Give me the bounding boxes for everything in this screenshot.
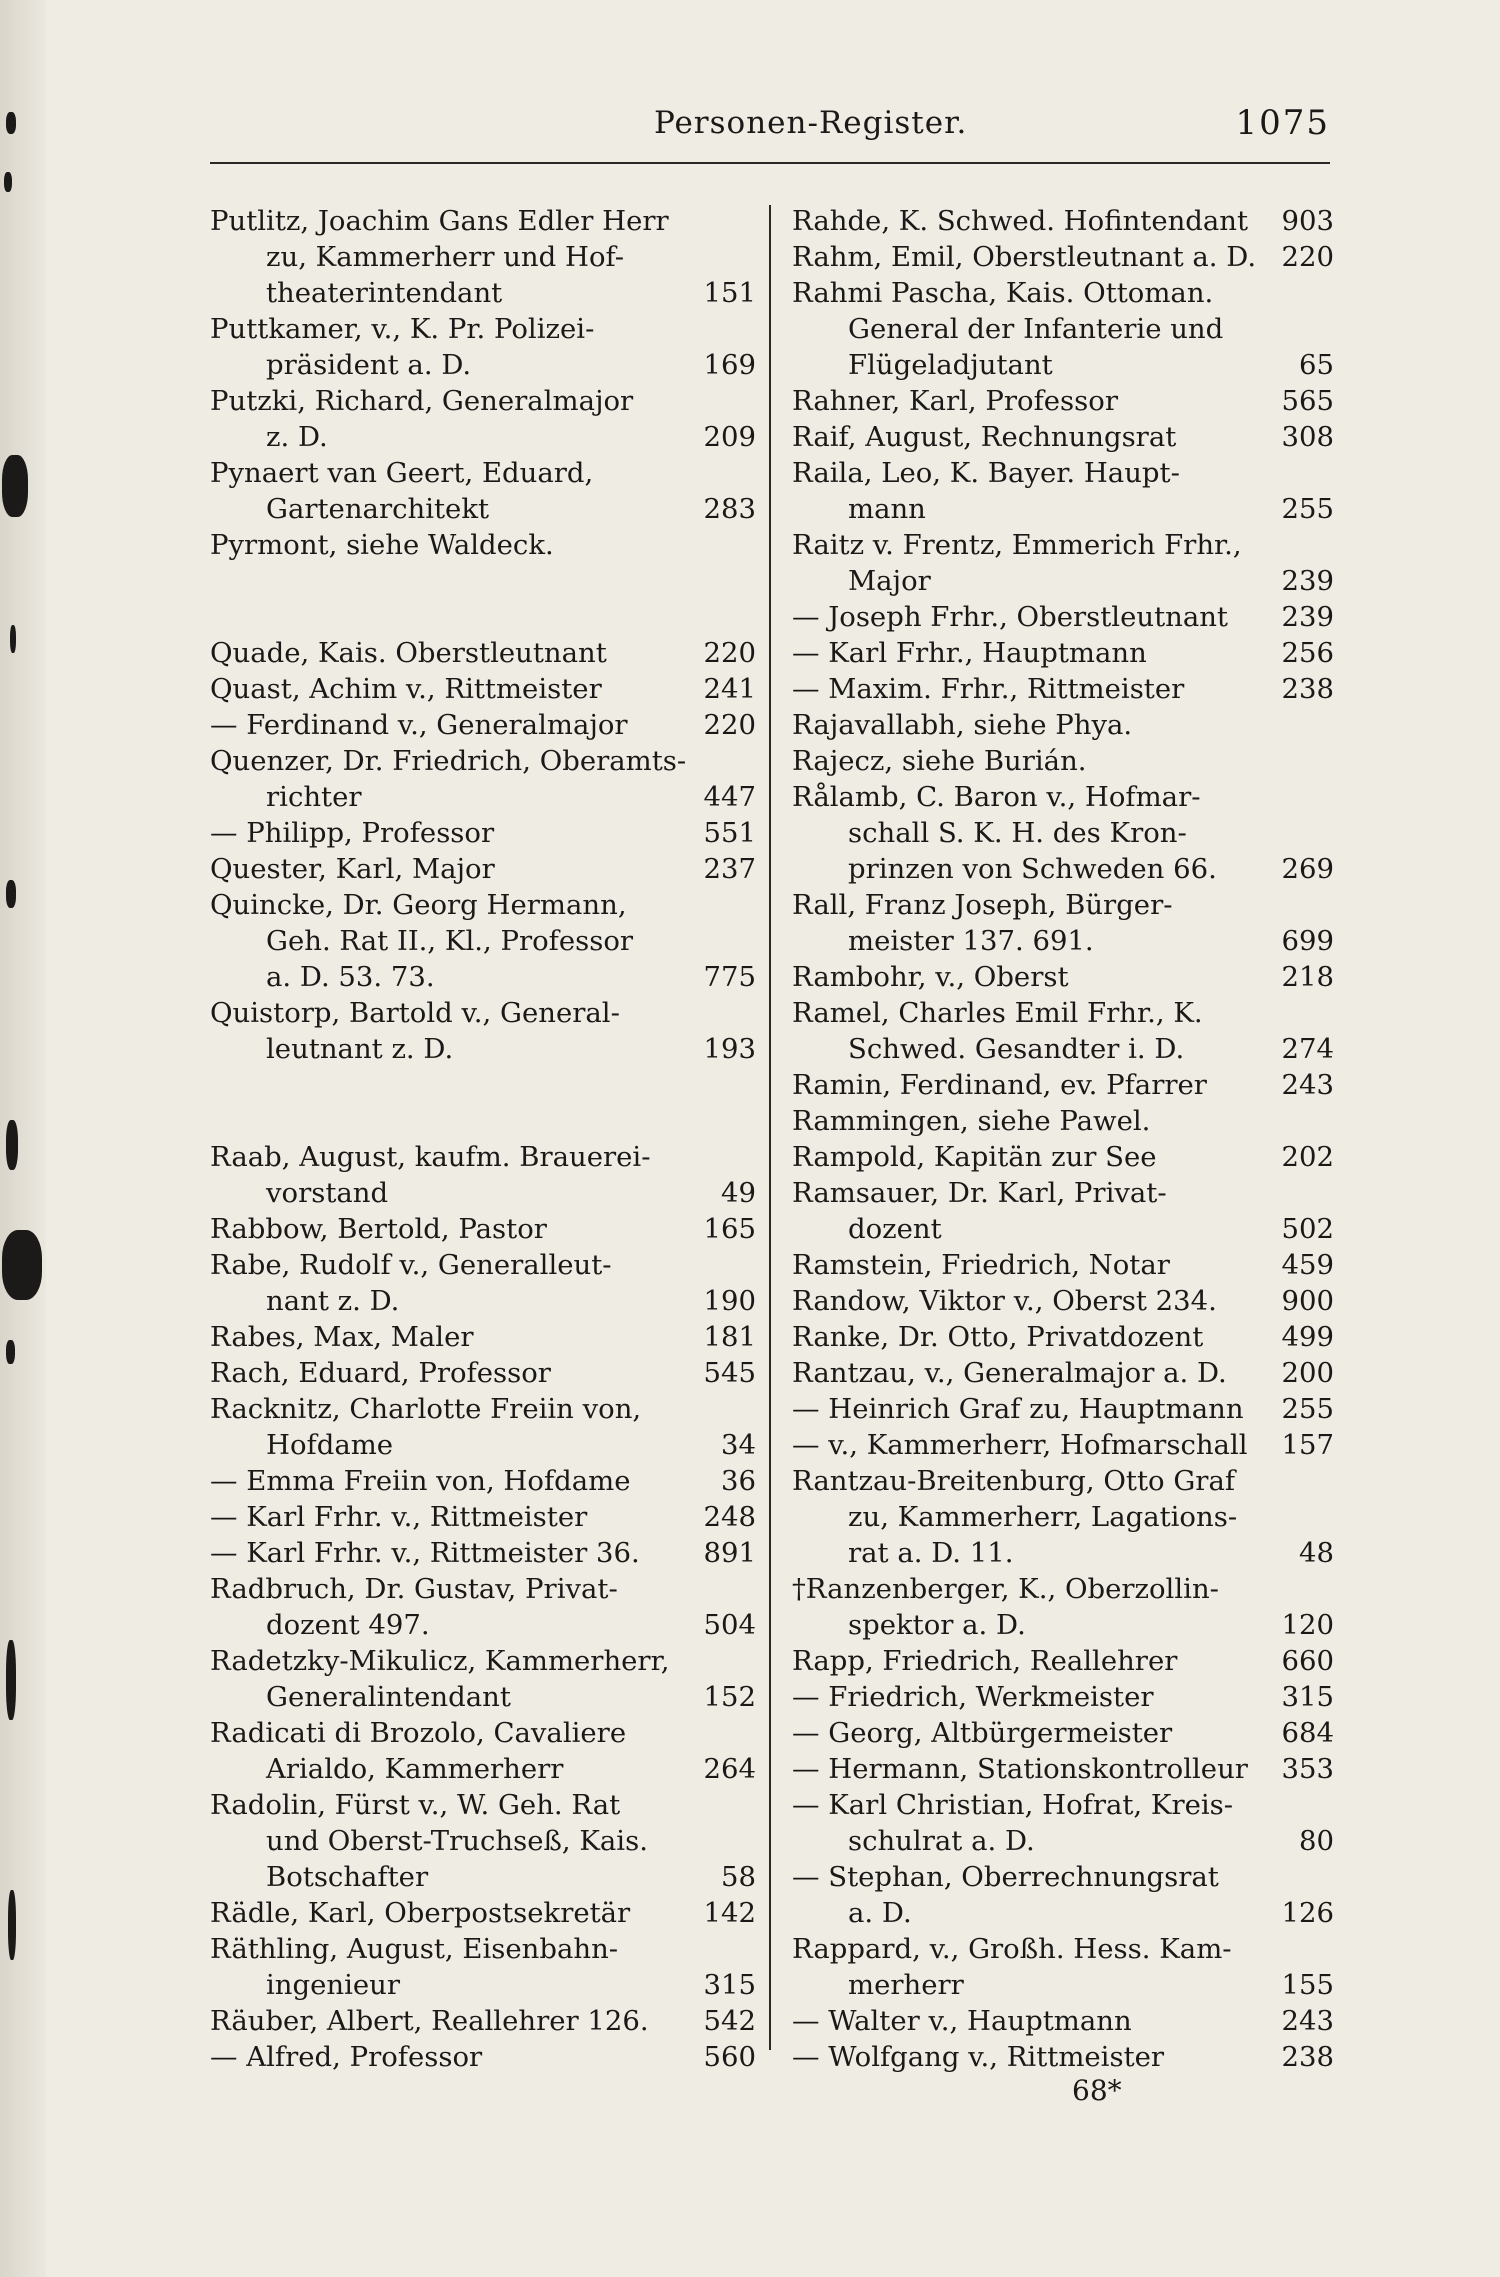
page-reference: 255 — [1281, 493, 1334, 525]
entry-name: Rahner, Karl, Professor — [792, 385, 1118, 417]
page-reference: 200 — [1281, 1357, 1334, 1389]
page-reference: 353 — [1281, 1753, 1334, 1785]
entry-continuation: zu, Kammerherr, Lagations- — [848, 1501, 1238, 1533]
page-reference: 447 — [703, 781, 756, 813]
register-entry — [210, 743, 756, 815]
page-reference: 241 — [703, 673, 756, 705]
register-entry — [210, 635, 756, 671]
entry-continuation: Generalintendant — [266, 1681, 511, 1713]
register-entry — [210, 1571, 756, 1643]
entry-continuation: Schwed. Gesandter i. D. — [848, 1033, 1185, 1065]
page-reference: 542 — [703, 2005, 756, 2037]
page-reference: 900 — [1281, 1285, 1334, 1317]
register-entry — [210, 1355, 756, 1391]
register-entry — [792, 1463, 1334, 1571]
page-reference: 152 — [703, 1681, 756, 1713]
register-entry — [210, 1895, 756, 1931]
page-reference: 308 — [1281, 421, 1334, 453]
page-reference: 202 — [1281, 1141, 1334, 1173]
entry-name: — Karl Frhr. v., Rittmeister — [210, 1501, 588, 1533]
entry-name: — Heinrich Graf zu, Hauptmann — [792, 1393, 1244, 1425]
register-entry — [792, 419, 1334, 455]
entry-name: — Stephan, Oberrechnungsrat — [792, 1861, 1219, 1893]
entry-name: Putzki, Richard, Generalmajor — [210, 385, 634, 417]
entry-name: — Karl Frhr. v., Rittmeister 36. — [210, 1537, 640, 1569]
page-reference: 209 — [703, 421, 756, 453]
entry-name: Rach, Eduard, Professor — [210, 1357, 551, 1389]
entry-name: Ramin, Ferdinand, ev. Pfarrer — [792, 1069, 1207, 1101]
page-reference: 255 — [1281, 1393, 1334, 1425]
entry-name: — Joseph Frhr., Oberstleutnant — [792, 601, 1228, 633]
register-entry — [792, 1787, 1334, 1859]
entry-name: — v., Kammerherr, Hofmarschall — [792, 1429, 1248, 1461]
page-reference: 65 — [1299, 349, 1334, 381]
register-entry — [210, 383, 756, 455]
page-reference: 157 — [1281, 1429, 1334, 1461]
entry-name: — Emma Freiin von, Hofdame — [210, 1465, 631, 1497]
entry-continuation: Flügeladjutant — [848, 349, 1053, 381]
register-entry — [210, 1211, 756, 1247]
page-reference: 499 — [1281, 1321, 1334, 1353]
register-entry — [210, 2003, 756, 2039]
entry-continuation: mann — [848, 493, 926, 525]
register-entry — [210, 2039, 756, 2075]
register-entry — [210, 995, 756, 1067]
entry-name: — Friedrich, Werkmeister — [792, 1681, 1154, 1713]
register-entry — [210, 455, 756, 527]
entry-name: Radetzky-Mikulicz, Kammerherr, — [210, 1645, 670, 1677]
register-entry — [210, 707, 756, 743]
register-entry — [792, 1247, 1334, 1283]
scan-speck — [6, 1640, 16, 1720]
scan-speck — [8, 1890, 16, 1960]
entry-name: Räthling, August, Eisenbahn- — [210, 1933, 619, 1965]
page-reference: 459 — [1281, 1249, 1334, 1281]
page-reference: 243 — [1281, 1069, 1334, 1101]
page-reference: 237 — [703, 853, 756, 885]
entry-name: Rajecz, siehe Burián. — [792, 745, 1087, 777]
register-entry — [792, 779, 1334, 887]
entry-name: Quincke, Dr. Georg Hermann, — [210, 889, 627, 921]
entry-name: Puttkamer, v., K. Pr. Polizei- — [210, 313, 595, 345]
entry-continuation: prinzen von Schweden 66. — [848, 853, 1217, 885]
entry-name: Quast, Achim v., Rittmeister — [210, 673, 602, 705]
register-entry — [210, 815, 756, 851]
entry-name: — Karl Frhr., Hauptmann — [792, 637, 1147, 669]
register-entry — [792, 203, 1334, 239]
entry-name: Rahm, Emil, Oberstleutnant a. D. — [792, 241, 1257, 273]
entry-name: Rabe, Rudolf v., Generalleut- — [210, 1249, 612, 1281]
page-reference: 699 — [1281, 925, 1334, 957]
register-entry — [792, 1859, 1334, 1931]
page-reference: 238 — [1281, 673, 1334, 705]
page-reference: 190 — [703, 1285, 756, 1317]
register-entry — [210, 1787, 756, 1895]
scan-speck — [2, 455, 28, 517]
entry-name: Radicati di Brozolo, Cavaliere — [210, 1717, 627, 1749]
register-entry — [210, 851, 756, 887]
register-entry — [210, 671, 756, 707]
register-entry — [210, 1247, 756, 1319]
scan-speck — [6, 880, 16, 908]
entry-name: Rantzau-Breitenburg, Otto Graf — [792, 1465, 1236, 1497]
entry-name: Rålamb, C. Baron v., Hofmar- — [792, 781, 1201, 813]
page-reference: 264 — [703, 1753, 756, 1785]
page-reference: 193 — [703, 1033, 756, 1065]
section-gap — [210, 563, 756, 635]
entry-name: — Karl Christian, Hofrat, Kreis- — [792, 1789, 1234, 1821]
entry-name: Ramstein, Friedrich, Notar — [792, 1249, 1170, 1281]
page-reference: 239 — [1281, 565, 1334, 597]
entry-name: Rantzau, v., Generalmajor a. D. — [792, 1357, 1227, 1389]
header-rule — [210, 162, 1330, 164]
entry-continuation: Major — [848, 565, 931, 597]
page-reference: 120 — [1281, 1609, 1334, 1641]
page-reference: 903 — [1281, 205, 1334, 237]
entry-continuation: rat a. D. 11. — [848, 1537, 1014, 1569]
register-entry — [792, 635, 1334, 671]
page-reference: 269 — [1281, 853, 1334, 885]
entry-name: Ramsauer, Dr. Karl, Privat- — [792, 1177, 1167, 1209]
entry-name: Radbruch, Dr. Gustav, Privat- — [210, 1573, 618, 1605]
register-entry — [210, 1715, 756, 1787]
scan-speck — [6, 112, 16, 134]
entry-continuation: Hofdame — [266, 1429, 394, 1461]
page-reference: 660 — [1281, 1645, 1334, 1677]
register-entry — [210, 1463, 756, 1499]
register-entry — [792, 2039, 1334, 2075]
register-entry — [792, 1571, 1334, 1643]
register-entry — [792, 1679, 1334, 1715]
entry-name: Raila, Leo, K. Bayer. Haupt- — [792, 457, 1180, 489]
page-reference: 220 — [1281, 241, 1334, 273]
page-reference: 142 — [703, 1897, 756, 1929]
running-title: Personen-Register. — [654, 105, 968, 141]
register-entry — [792, 1103, 1334, 1139]
entry-name: Racknitz, Charlotte Freiin von, — [210, 1393, 642, 1425]
scan-speck — [6, 1120, 18, 1170]
page-reference: 218 — [1281, 961, 1334, 993]
register-entry — [792, 1175, 1334, 1247]
register-entry — [792, 1139, 1334, 1175]
entry-name: Rampold, Kapitän zur See — [792, 1141, 1157, 1173]
page-reference: 169 — [703, 349, 756, 381]
entry-continuation: präsident a. D. — [266, 349, 472, 381]
entry-name: Ramel, Charles Emil Frhr., K. — [792, 997, 1203, 1029]
page-reference: 80 — [1299, 1825, 1334, 1857]
register-entry — [792, 527, 1334, 599]
register-entry — [792, 887, 1334, 959]
page-reference: 775 — [703, 961, 756, 993]
entry-continuation: theaterintendant — [266, 277, 503, 309]
register-entry — [792, 1283, 1334, 1319]
entry-continuation: ingenieur — [266, 1969, 401, 2001]
register-entry — [210, 887, 756, 995]
register-entry — [792, 1715, 1334, 1751]
right-column — [792, 203, 1334, 2075]
entry-name: Radolin, Fürst v., W. Geh. Rat — [210, 1789, 621, 1821]
page-reference: 220 — [703, 637, 756, 669]
entry-continuation: dozent 497. — [266, 1609, 430, 1641]
entry-name: Rahmi Pascha, Kais. Ottoman. — [792, 277, 1214, 309]
page-reference: 565 — [1281, 385, 1334, 417]
page-reference: 238 — [1281, 2041, 1334, 2073]
register-entry — [792, 2003, 1334, 2039]
register-entry — [792, 959, 1334, 995]
page-reference: 220 — [703, 709, 756, 741]
entry-continuation: Arialdo, Kammerherr — [266, 1753, 564, 1785]
register-entry — [210, 1139, 756, 1211]
page-reference: 239 — [1281, 601, 1334, 633]
entry-name: Randow, Viktor v., Oberst 234. — [792, 1285, 1217, 1317]
entry-name: — Walter v., Hauptmann — [792, 2005, 1132, 2037]
entry-continuation: meister 137. 691. — [848, 925, 1094, 957]
entry-name: — Maxim. Frhr., Rittmeister — [792, 673, 1185, 705]
page-reference: 151 — [703, 277, 756, 309]
scan-speck — [6, 1340, 15, 1364]
entry-continuation: nant z. D. — [266, 1285, 400, 1317]
page-reference: 165 — [703, 1213, 756, 1245]
register-entry — [792, 1355, 1334, 1391]
page-reference: 243 — [1281, 2005, 1334, 2037]
entry-continuation: und Oberst-Truchseß, Kais. — [266, 1825, 648, 1857]
entry-name: Raif, August, Rechnungsrat — [792, 421, 1177, 453]
register-entry — [792, 707, 1334, 743]
entry-continuation: Geh. Rat II., Kl., Professor — [266, 925, 634, 957]
register-entry — [210, 311, 756, 383]
register-entry — [792, 671, 1334, 707]
entry-continuation: leutnant z. D. — [266, 1033, 454, 1065]
page-reference: 126 — [1281, 1897, 1334, 1929]
entry-name: Quade, Kais. Oberstleutnant — [210, 637, 607, 669]
entry-continuation: spektor a. D. — [848, 1609, 1026, 1641]
page-reference: 49 — [721, 1177, 756, 1209]
signature-mark: 68* — [1072, 2074, 1122, 2107]
page-reference: 560 — [703, 2041, 756, 2073]
entry-name: — Alfred, Professor — [210, 2041, 483, 2073]
section-gap — [210, 1067, 756, 1139]
entry-name: Rappard, v., Großh. Hess. Kam- — [792, 1933, 1232, 1965]
entry-name: Rapp, Friedrich, Reallehrer — [792, 1645, 1178, 1677]
entry-continuation: a. D. 53. 73. — [266, 961, 435, 993]
entry-continuation: zu, Kammerherr und Hof- — [266, 241, 625, 273]
register-entry — [792, 1067, 1334, 1103]
scan-speck — [2, 1230, 42, 1300]
page-reference: 34 — [721, 1429, 756, 1461]
entry-name: Pyrmont, siehe Waldeck. — [210, 529, 554, 561]
entry-name: Ranke, Dr. Otto, Privatdozent — [792, 1321, 1204, 1353]
page-number: 1075 — [1235, 103, 1330, 143]
page-reference: 283 — [703, 493, 756, 525]
register-entry — [210, 203, 756, 311]
entry-continuation: merherr — [848, 1969, 964, 2001]
page-reference: 545 — [703, 1357, 756, 1389]
entry-name: Rammingen, siehe Pawel. — [792, 1105, 1151, 1137]
register-entry — [792, 743, 1334, 779]
entry-name: Räuber, Albert, Reallehrer 126. — [210, 2005, 649, 2037]
scan-speck — [10, 625, 16, 653]
page-reference: 274 — [1281, 1033, 1334, 1065]
entry-name: — Wolfgang v., Rittmeister — [792, 2041, 1165, 2073]
entry-name: Rahde, K. Schwed. Hofintendant — [792, 205, 1249, 237]
column-divider — [769, 205, 771, 2050]
entry-name: — Hermann, Stationskontrolleur — [792, 1753, 1248, 1785]
register-entry — [792, 1427, 1334, 1463]
register-entry — [792, 1643, 1334, 1679]
entry-name: Rabes, Max, Maler — [210, 1321, 474, 1353]
page-reference: 551 — [703, 817, 756, 849]
entry-name: Rabbow, Bertold, Pastor — [210, 1213, 547, 1245]
page-header — [210, 105, 1330, 159]
entry-continuation: richter — [266, 781, 362, 813]
page-reference: 891 — [703, 1537, 756, 1569]
register-entry — [792, 1931, 1334, 2003]
entry-continuation: dozent — [848, 1213, 942, 1245]
entry-name: — Philipp, Professor — [210, 817, 495, 849]
register-entry — [792, 1751, 1334, 1787]
page-reference: 155 — [1281, 1969, 1334, 2001]
entry-name: Raab, August, kaufm. Brauerei- — [210, 1141, 651, 1173]
register-entry — [210, 1643, 756, 1715]
entry-continuation: vorstand — [266, 1177, 389, 1209]
page-reference: 48 — [1299, 1537, 1334, 1569]
entry-name: Rambohr, v., Oberst — [792, 961, 1069, 993]
register-entry — [210, 1535, 756, 1571]
register-entry — [792, 995, 1334, 1067]
entry-continuation: a. D. — [848, 1897, 912, 1929]
page-reference: 58 — [721, 1861, 756, 1893]
entry-name: Quistorp, Bartold v., General- — [210, 997, 620, 1029]
entry-name: Rajavallabh, siehe Phya. — [792, 709, 1133, 741]
entry-continuation: schulrat a. D. — [848, 1825, 1035, 1857]
register-entry — [792, 239, 1334, 275]
register-entry — [792, 1391, 1334, 1427]
page-reference: 684 — [1281, 1717, 1334, 1749]
page-reference: 504 — [703, 1609, 756, 1641]
scan-speck — [4, 172, 12, 192]
entry-name: Rädle, Karl, Oberpostsekretär — [210, 1897, 631, 1929]
entry-name: Quenzer, Dr. Friedrich, Oberamts- — [210, 745, 687, 777]
entry-name: — Georg, Altbürgermeister — [792, 1717, 1173, 1749]
entry-continuation: General der Infanterie und — [848, 313, 1224, 345]
register-entry — [792, 599, 1334, 635]
register-entry — [792, 455, 1334, 527]
register-entry — [210, 527, 756, 563]
page-reference: 36 — [721, 1465, 756, 1497]
page-reference: 256 — [1281, 637, 1334, 669]
register-entry — [210, 1499, 756, 1535]
page-reference: 248 — [703, 1501, 756, 1533]
page-reference: 181 — [703, 1321, 756, 1353]
register-entry — [792, 275, 1334, 383]
entry-name: †Ranzenberger, K., Oberzollin- — [792, 1573, 1219, 1605]
page-reference: 315 — [1281, 1681, 1334, 1713]
register-entry — [210, 1391, 756, 1463]
register-entry — [210, 1319, 756, 1355]
register-entry — [210, 1931, 756, 2003]
left-column — [210, 203, 756, 2075]
page-reference: 502 — [1281, 1213, 1334, 1245]
entry-name: Quester, Karl, Major — [210, 853, 495, 885]
entry-continuation: Botschafter — [266, 1861, 429, 1893]
register-entry — [792, 383, 1334, 419]
entry-continuation: z. D. — [266, 421, 328, 453]
entry-name: — Ferdinand v., Generalmajor — [210, 709, 628, 741]
entry-continuation: schall S. K. H. des Kron- — [848, 817, 1187, 849]
entry-name: Putlitz, Joachim Gans Edler Herr — [210, 205, 669, 237]
entry-name: Rall, Franz Joseph, Bürger- — [792, 889, 1173, 921]
entry-name: Pynaert van Geert, Eduard, — [210, 457, 594, 489]
page-reference: 315 — [703, 1969, 756, 2001]
entry-name: Raitz v. Frentz, Emmerich Frhr., — [792, 529, 1242, 561]
entry-continuation: Gartenarchitekt — [266, 493, 490, 525]
register-entry — [792, 1319, 1334, 1355]
